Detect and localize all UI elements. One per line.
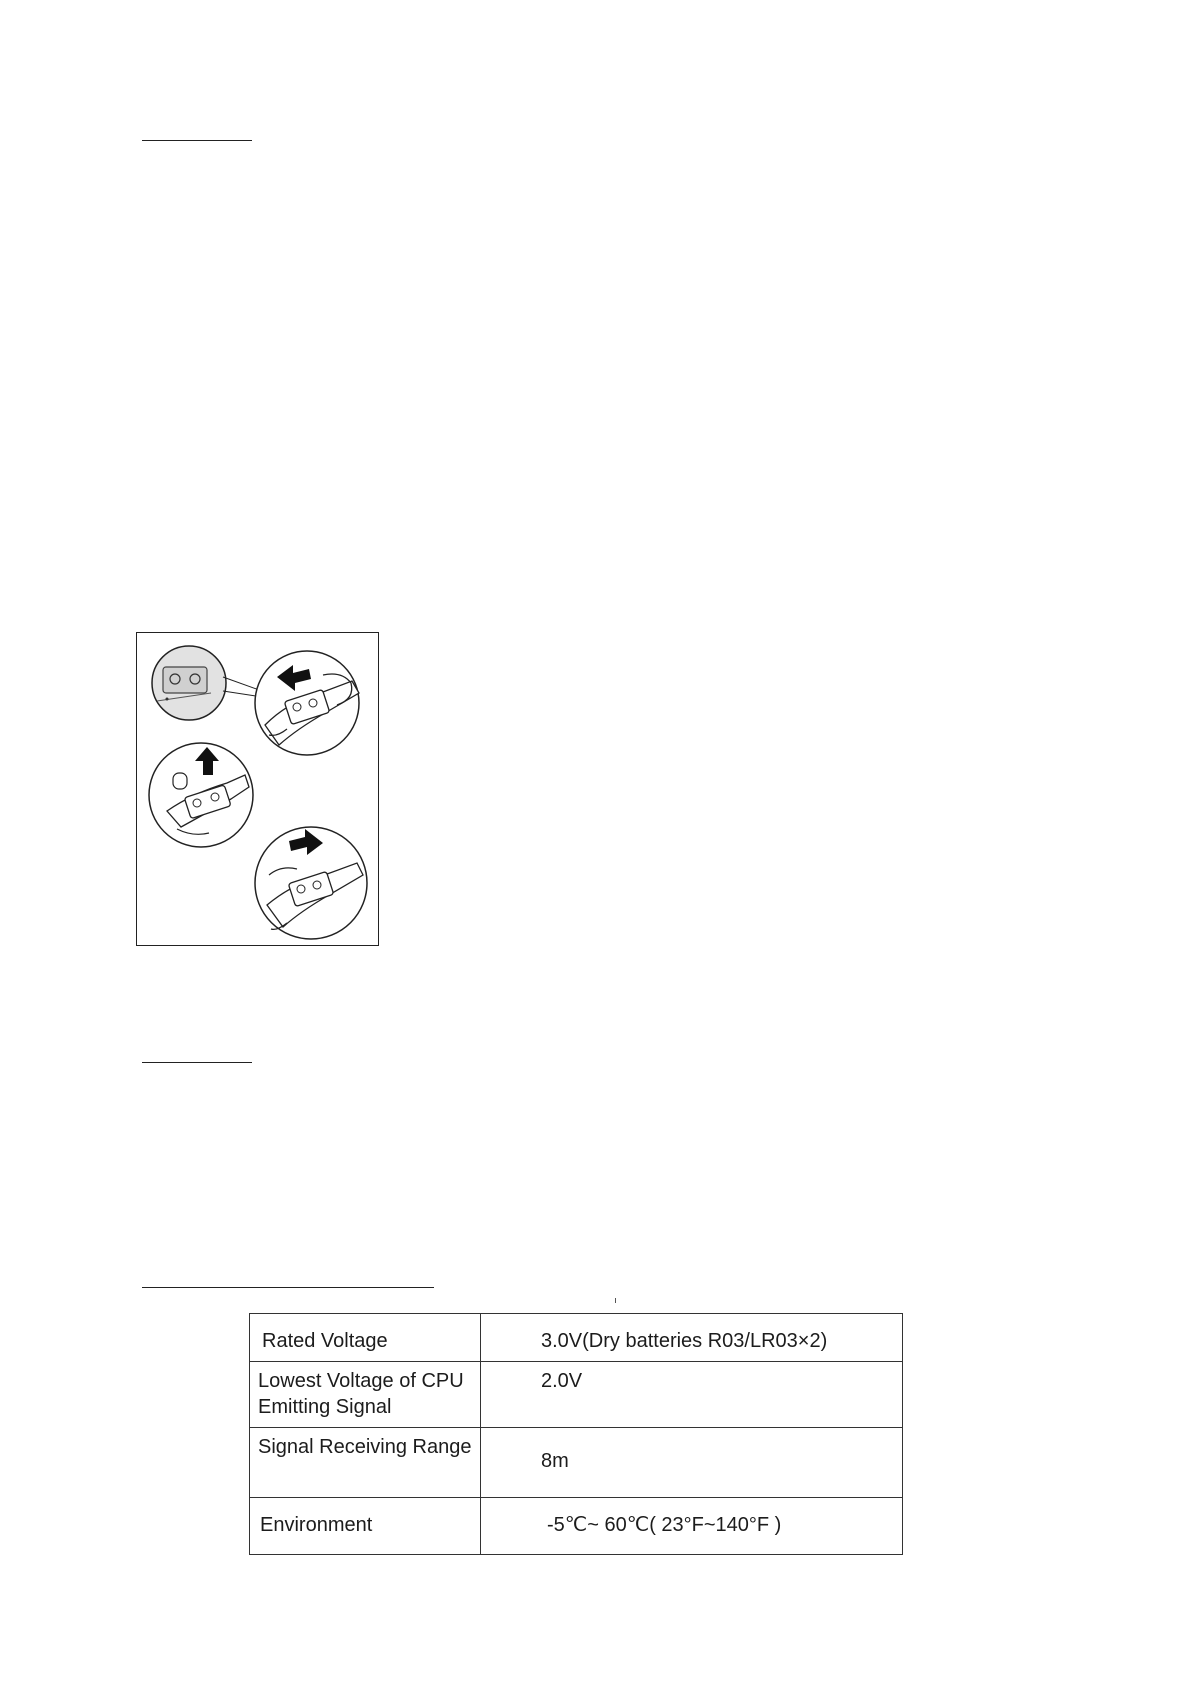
table-row bbox=[250, 1498, 903, 1555]
section-rule-3 bbox=[142, 1287, 434, 1288]
spec-value: 2.0V bbox=[481, 1362, 903, 1428]
specs-table bbox=[249, 1313, 903, 1555]
section-rule-2 bbox=[142, 1062, 252, 1063]
table-row bbox=[250, 1428, 903, 1498]
hand-icon bbox=[255, 651, 359, 755]
spec-label: Rated Voltage bbox=[250, 1314, 481, 1362]
table-tick-mark bbox=[615, 1298, 616, 1303]
spec-label: Signal Receiving Range bbox=[250, 1428, 481, 1498]
spec-value: 8m bbox=[481, 1428, 903, 1498]
battery-replacement-illustration bbox=[136, 632, 379, 946]
spec-value: 3.0V(Dry batteries R03/LR03×2) bbox=[481, 1314, 903, 1362]
table-row bbox=[250, 1314, 903, 1362]
section-rule-1 bbox=[142, 140, 252, 141]
spec-label: Lowest Voltage of CPU Emitting Signal bbox=[250, 1362, 481, 1428]
spec-label: Environment bbox=[250, 1498, 481, 1555]
table-row bbox=[250, 1362, 903, 1428]
spec-value: -5℃~ 60℃( 23°F~140°F ) bbox=[481, 1498, 903, 1555]
battery-cover-icon bbox=[152, 646, 262, 720]
